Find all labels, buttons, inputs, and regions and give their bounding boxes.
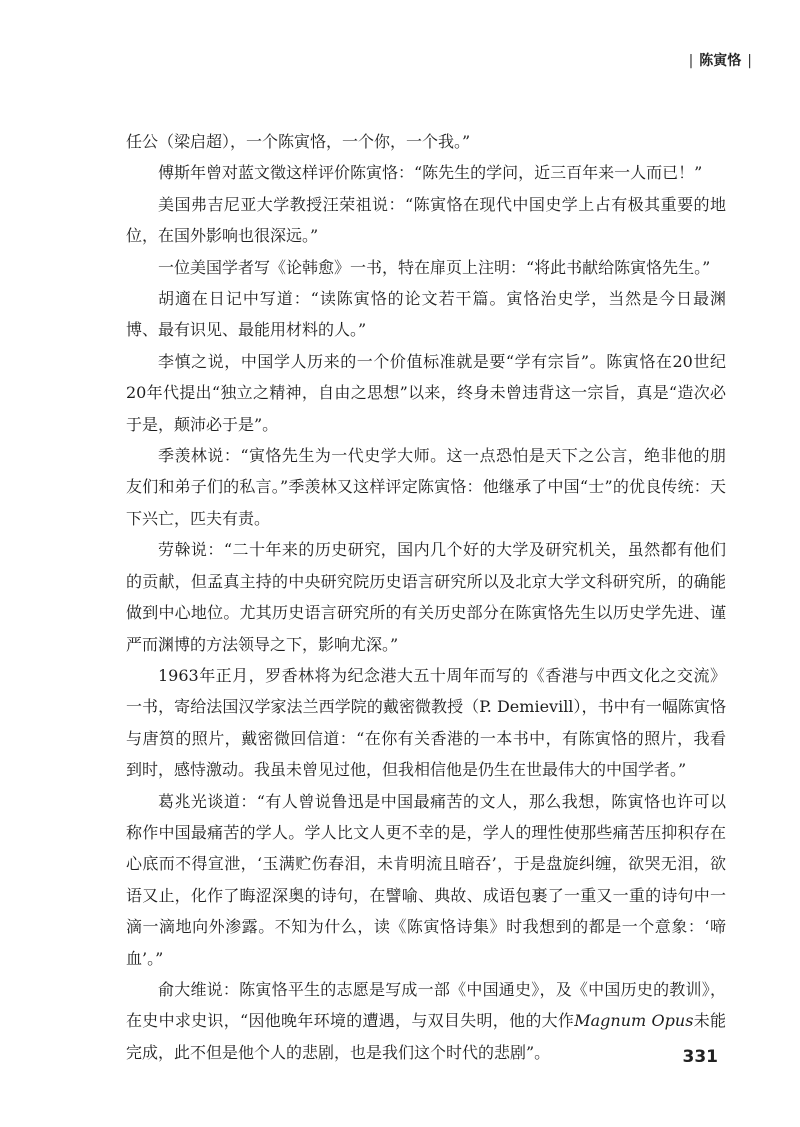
paragraph-hu-shi: 胡適在日记中写道：“读陈寅恪的论文若干篇。寅恪治史学，当然是今日最渊博、最有识见、最能用材料的人。” — [126, 289, 726, 340]
paragraph-luo-xianglin: 1963年正月，罗香林将为纪念港大五十周年而写的《香港与中西文化之交流》一书，寄给法国汉学家法兰西学院的戴密微教授（P. Demievill），书中有一幅陈寅恪与唐筼的照片，戴密微回信道：“在你有关香港的一本书中，有陈寅恪的照片，我看到时，感恃激动。我虽未曾见过他，但我相信他是仍生在世最伟大的中国学者。” — [126, 665, 726, 780]
paragraph-yu-dawei — [126, 974, 726, 1068]
paragraph-yu-dawei-text-after: 未能完成，此不但是他个人的悲剧，也是我们这个时代的悲剧”。 — [126, 1011, 726, 1062]
paragraph-yu-dawei-text-before: 俞大维说：陈寅恪平生的志愿是写成一部《中国通史》，及《中国历史的教训》，在史中求史识，“因他晚年环境的遭遇，与双目失明，他的大作 — [126, 979, 726, 1031]
magnum-opus-italic: Magnum Opus — [574, 1011, 694, 1031]
page-number: 331 — [682, 1047, 718, 1067]
paragraph-li-shenzhi: 李慎之说，中国学人历来的一个价值标准就是要“学有宗旨”。陈寅恪在20世纪20年代提出“独立之精神，自由之思想”以来，终身未曾违背这一宗旨，真是“造次必于是，颠沛必于是”。 — [126, 351, 726, 434]
running-head — [683, 50, 758, 70]
running-head-title: 陈寅恪 — [699, 53, 742, 69]
running-head-divider: | — [747, 53, 752, 69]
paragraph-wang-rongzu: 美国弗吉尼亚大学教授汪荣祖说：“陈寅恪在现代中国史学上占有极其重要的地位，在国外影响也很深远。” — [126, 194, 726, 246]
running-head-divider: | — [688, 53, 694, 69]
paragraph-ge-zhaoguang: 葛兆光谈道：“有人曾说鲁迅是中国最痛苦的文人，那么我想，陈寅恪也许可以称作中国最痛苦的学人。学人比文人更不幸的是，学人的理性使那些痛苦压抑积存在心底而不得宣泄，‘玉满贮伤春泪，未肯明流且暗吞’，于是盘旋纠缠，欲哭无泪，欲语又止，化作了晦涩深奥的诗句，在譬喻、典故、成语包裹了一重又一重的诗句中一滴一滴地向外渗露。不知为什么，读《陈寅恪诗集》时我想到的都是一个意象：‘啼血’。” — [126, 791, 726, 968]
paragraph-ji-xianlin: 季羡林说：“寅恪先生为一代史学大师。这一点恐怕是天下之公言，绝非他的朋友们和弟子们的私言。”季羡林又这样评定陈寅恪：他继承了中国“士”的优良传统：天下兴亡，匹夫有责。 — [126, 446, 726, 528]
paragraph-american-scholar: 一位美国学者写《论韩愈》一书，特在扉页上注明：“将此书献给陈寅恪先生。” — [158, 257, 711, 277]
body-text — [126, 126, 726, 1068]
paragraph-fu-sinian: 傅斯年曾对蓝文徵这样评价陈寅恪：“陈先生的学问，近三百年来一人而已！” — [158, 163, 703, 183]
paragraph-lao-gan: 劳榦说：“二十年来的历史研究，国内几个好的大学及研究机关，虽然都有他们的贡献，但孟真主持的中央研究院历史语言研究所以及北京大学文科研究所，的确能做到中心地位。尤其历史语言研究所的有关历史部分在陈寅恪先生以历史学先进、谨严而渊博的方法领导之下，影响尤深。” — [126, 540, 726, 654]
paragraph-continuation: 任公（梁启超），一个陈寅恪，一个你，一个我。” — [126, 132, 471, 151]
